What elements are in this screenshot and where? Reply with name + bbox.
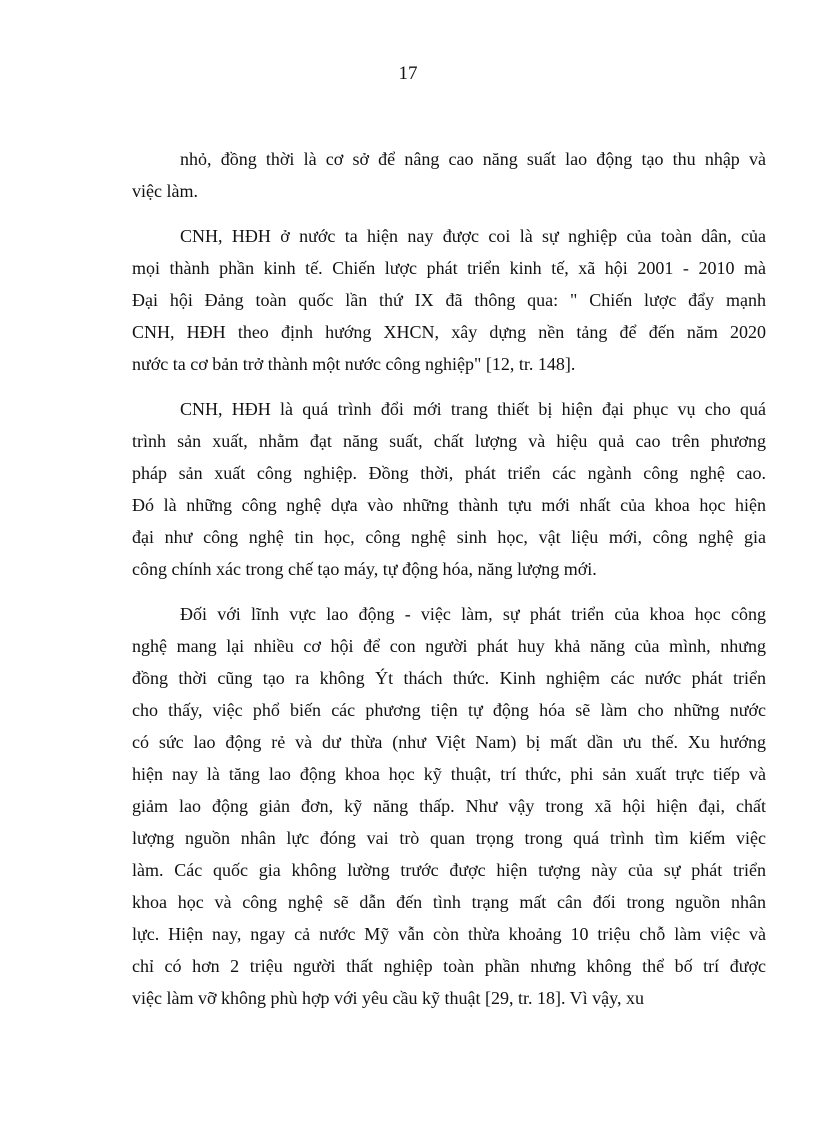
text-line: lực. Hiện nay, ngay cả nước Mỹ vẫn còn thừa khoảng 10 triệu chỗ làm việc và: [132, 924, 766, 944]
paragraph-2: [132, 220, 766, 380]
text-line: đại như công nghệ tin học, công nghệ sinh học, vật liệu mới, công nghệ gia: [132, 527, 766, 547]
text-line: đồng thời cũng tạo ra không Ýt thách thức. Kinh nghiệm các nước phát triển: [132, 668, 766, 688]
text-line: việc làm vỡ không phù hợp với yêu cầu kỹ thuật [29, tr. 18]. Vì vậy, xu: [132, 988, 644, 1008]
body-text: [132, 143, 766, 1027]
text-line: pháp sản xuất công nghiệp. Đồng thời, phát triển các ngành công nghệ cao.: [132, 463, 766, 483]
text-line: nhỏ, đồng thời là cơ sở để nâng cao năng suất lao động tạo thu nhập và: [180, 149, 766, 169]
text-line: công chính xác trong chế tạo máy, tự động hóa, năng lượng mới.: [132, 559, 597, 579]
text-line: trình sản xuất, nhằm đạt năng suất, chất lượng và hiệu quả cao trên phương: [132, 431, 766, 451]
text-line: làm. Các quốc gia không lường trước được hiện tượng này của sự phát triển: [132, 860, 766, 880]
text-line: Đối với lĩnh vực lao động - việc làm, sự phát triển của khoa học công: [180, 604, 766, 624]
text-line: lượng nguồn nhân lực đóng vai trò quan trọng trong quá trình tìm kiếm việc: [132, 828, 766, 848]
page-number: 17: [398, 63, 418, 84]
text-line: CNH, HĐH theo định hướng XHCN, xây dựng nền tảng để đến năm 2020: [132, 322, 766, 342]
text-line: nghệ mang lại nhiều cơ hội để con người phát huy khả năng của mình, nhưng: [132, 636, 766, 656]
text-line: Đại hội Đảng toàn quốc lần thứ IX đã thông qua: " Chiến lược đẩy mạnh: [132, 290, 766, 310]
text-line: giảm lao động giản đơn, kỹ năng thấp. Như vậy trong xã hội hiện đại, chất: [132, 796, 766, 816]
text-line: cho thấy, việc phổ biến các phương tiện tự động hóa sẽ làm cho những nước: [132, 700, 766, 720]
text-line: khoa học và công nghệ sẽ dẫn đến tình trạng mất cân đối trong nguồn nhân: [132, 892, 766, 912]
text-line: CNH, HĐH là quá trình đổi mới trang thiết bị hiện đại phục vụ cho quá: [180, 399, 766, 419]
text-line: Đó là những công nghệ dựa vào những thành tựu mới nhất của khoa học hiện: [132, 495, 766, 515]
text-line: hiện nay là tăng lao động khoa học kỹ thuật, trí thức, phi sản xuất trực tiếp và: [132, 764, 766, 784]
text-line: có sức lao động rẻ và dư thừa (như Việt Nam) bị mất dần ưu thế. Xu hướng: [132, 732, 766, 752]
text-line: mọi thành phần kinh tế. Chiến lược phát triển kinh tế, xã hội 2001 - 2010 mà: [132, 258, 766, 278]
paragraph-3: [132, 393, 766, 585]
paragraph-1: [132, 143, 766, 207]
text-line: nước ta cơ bản trở thành một nước công nghiệp" [12, tr. 148].: [132, 354, 576, 374]
text-line: CNH, HĐH ở nước ta hiện nay được coi là sự nghiệp của toàn dân, của: [180, 226, 766, 246]
paragraph-4: [132, 598, 766, 1014]
text-line: việc làm.: [132, 181, 198, 201]
text-line: chỉ có hơn 2 triệu người thất nghiệp toàn phần nhưng không thể bố trí được: [132, 956, 766, 976]
